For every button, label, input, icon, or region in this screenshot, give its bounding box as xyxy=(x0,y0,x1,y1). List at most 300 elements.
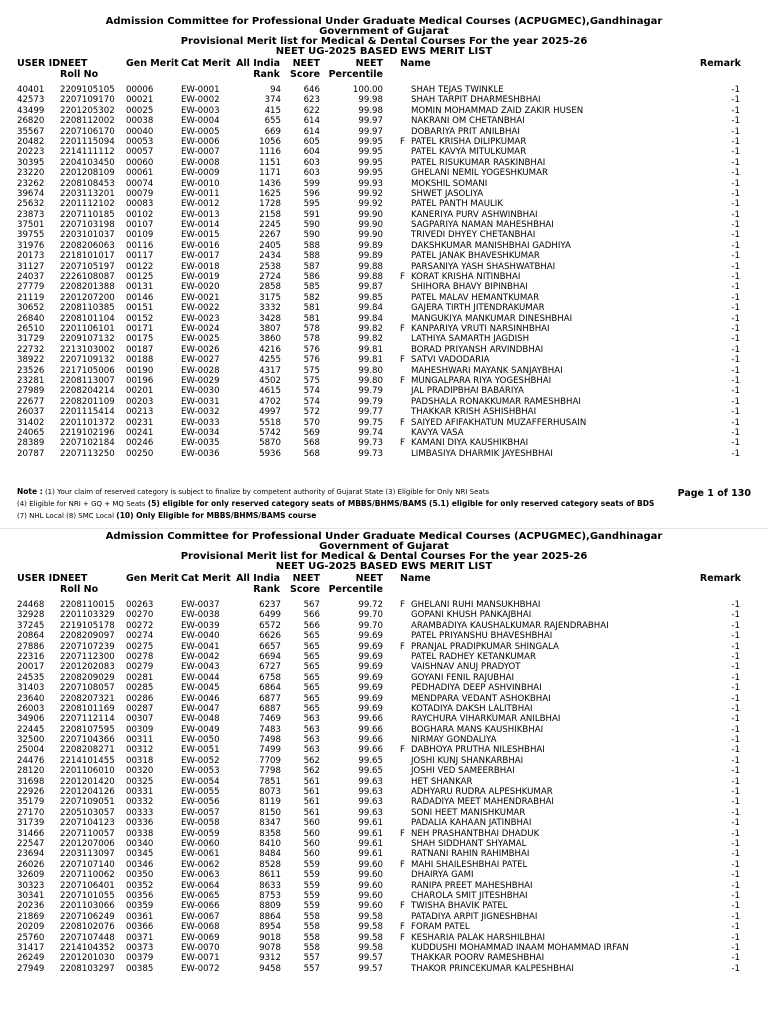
all-india-rank-cell: 1171 xyxy=(259,168,281,179)
table-row xyxy=(0,158,768,168)
neet-score-cell: 559 xyxy=(303,870,320,881)
all-india-rank-cell: 3428 xyxy=(259,313,281,324)
user-id-cell: 27170 xyxy=(17,807,45,818)
neet-score-cell: 576 xyxy=(303,355,320,366)
gen-merit-cell: 00311 xyxy=(126,735,154,746)
user-id-cell: 31417 xyxy=(17,942,45,953)
note-7: (7) NHL Local xyxy=(17,512,64,520)
table-row xyxy=(0,251,768,261)
remark-cell: -1 xyxy=(731,683,740,694)
col-remark: Remark xyxy=(699,58,741,69)
all-india-rank-cell: 4255 xyxy=(259,355,281,366)
gen-merit-cell: 00125 xyxy=(126,272,154,283)
cat-merit-cell: EW-0071 xyxy=(181,953,220,964)
gender-flag-cell: F xyxy=(400,745,405,756)
neet-percentile-cell: 99.97 xyxy=(358,126,383,137)
neet-score-cell: 605 xyxy=(303,136,320,147)
name-cell: NEH PRASHANTBHAI DHADUK xyxy=(411,828,540,839)
gen-merit-cell: 00275 xyxy=(126,641,154,652)
gender-flag-cell: F xyxy=(400,375,405,386)
gen-merit-cell: 00171 xyxy=(126,323,154,334)
user-id-cell: 20787 xyxy=(17,448,45,459)
name-cell: DAKSHKUMAR MANISHBHAI GADHIYA xyxy=(411,240,571,251)
user-id-cell: 35179 xyxy=(17,797,45,808)
table-row xyxy=(0,210,768,220)
neet-percentile-cell: 99.81 xyxy=(358,355,383,366)
gen-merit-cell: 00053 xyxy=(126,136,154,147)
table-row xyxy=(0,324,768,334)
header-committee: Admission Committee for Professional Under Graduate Medical Courses (ACPUGMEC),Gandhinagar xyxy=(105,16,663,27)
user-id-cell: 38922 xyxy=(17,355,45,366)
roll-no-cell: 2208103297 xyxy=(60,963,115,974)
gen-merit-cell: 00152 xyxy=(126,313,154,324)
table-row xyxy=(0,272,768,282)
user-id-cell: 23873 xyxy=(17,209,45,220)
user-id-cell: 26037 xyxy=(17,407,45,418)
remark-cell: -1 xyxy=(731,724,740,735)
cat-merit-cell: EW-0053 xyxy=(181,766,220,777)
table-row xyxy=(0,735,768,745)
remark-cell: -1 xyxy=(731,776,740,787)
neet-score-cell: 557 xyxy=(303,953,320,964)
cat-merit-cell: EW-0027 xyxy=(181,355,220,366)
col-user-id: USER ID xyxy=(17,58,61,69)
table-row xyxy=(0,95,768,105)
gen-merit-cell: 00196 xyxy=(126,375,154,386)
table-row xyxy=(0,808,768,818)
remark-cell: -1 xyxy=(731,620,740,631)
gen-merit-cell: 00336 xyxy=(126,818,154,829)
remark-cell: -1 xyxy=(731,303,740,314)
name-cell: FORAM PATEL xyxy=(411,922,470,933)
name-cell: JAL PRADIPBHAI BABARIYA xyxy=(411,386,524,397)
all-india-rank-cell: 2724 xyxy=(259,272,281,283)
table-row xyxy=(0,714,768,724)
gender-flag-cell: F xyxy=(400,355,405,366)
table-row xyxy=(0,964,768,974)
remark-cell: -1 xyxy=(731,600,740,610)
name-cell: MOKSHIL SOMANI xyxy=(411,178,488,189)
neet-percentile-cell: 99.61 xyxy=(358,818,383,829)
cat-merit-cell: EW-0011 xyxy=(181,188,220,199)
neet-score-cell: 599 xyxy=(303,178,320,189)
roll-no-cell: 2217105006 xyxy=(60,365,115,376)
name-cell: NAKRANI OM CHETANBHAI xyxy=(411,116,525,127)
col-name: Name xyxy=(400,58,431,69)
col-remark: Remark xyxy=(699,573,741,584)
roll-no-cell: 2207104366 xyxy=(60,735,115,746)
roll-no-cell: 2204103450 xyxy=(60,157,115,168)
neet-percentile-cell: 99.90 xyxy=(358,220,383,231)
all-india-rank-cell: 4502 xyxy=(259,375,281,386)
neet-score-cell: 561 xyxy=(303,787,320,798)
col-neet-score: NEET Score xyxy=(290,573,321,595)
neet-percentile-cell: 99.79 xyxy=(358,396,383,407)
neet-score-cell: 563 xyxy=(303,735,320,746)
user-id-cell: 28120 xyxy=(17,766,45,777)
cat-merit-cell: EW-0042 xyxy=(181,651,220,662)
neet-score-cell: 565 xyxy=(303,662,320,673)
roll-no-cell: 2207109132 xyxy=(60,355,115,366)
neet-score-cell: 558 xyxy=(303,911,320,922)
gen-merit-cell: 00246 xyxy=(126,438,154,449)
all-india-rank-cell: 6237 xyxy=(259,600,281,610)
roll-no-cell: 2208102076 xyxy=(60,922,115,933)
header-list-subtitle: NEET UG-2025 BASED EWS MERIT LIST xyxy=(275,46,493,57)
roll-no-cell: 2201112102 xyxy=(60,199,115,210)
remark-cell: -1 xyxy=(731,313,740,324)
gender-flag-cell: F xyxy=(400,323,405,334)
table-row xyxy=(0,631,768,641)
neet-score-cell: 622 xyxy=(303,105,320,116)
cat-merit-cell: EW-0069 xyxy=(181,932,220,943)
all-india-rank-cell: 8484 xyxy=(259,849,281,860)
all-india-rank-cell: 6727 xyxy=(259,662,281,673)
cat-merit-cell: EW-0026 xyxy=(181,344,220,355)
user-id-cell: 20173 xyxy=(17,251,45,262)
neet-percentile-cell: 99.95 xyxy=(358,168,383,179)
roll-no-cell: 2207101055 xyxy=(60,890,115,901)
all-india-rank-cell: 7851 xyxy=(259,776,281,787)
roll-no-cell: 2208110015 xyxy=(60,600,115,610)
neet-score-cell: 567 xyxy=(303,600,320,610)
neet-percentile-cell: 99.66 xyxy=(358,745,383,756)
gen-merit-cell: 00338 xyxy=(126,828,154,839)
name-cell: JOSHI KUNJ SHANKARBHAI xyxy=(411,755,524,766)
cat-merit-cell: EW-0032 xyxy=(181,407,220,418)
cat-merit-cell: EW-0016 xyxy=(181,240,220,251)
name-cell: SHIHORA BHAVY BIPINBHAI xyxy=(411,282,528,293)
name-cell: PATEL KRISHA DILIPKUMAR xyxy=(411,136,527,147)
user-id-cell: 27949 xyxy=(17,963,45,974)
name-cell: PADALIA KAHAAN JATINBHAI xyxy=(411,818,532,829)
cat-merit-cell: EW-0003 xyxy=(181,105,220,116)
neet-percentile-cell: 100.00 xyxy=(352,85,383,95)
table-row xyxy=(0,230,768,240)
neet-score-cell: 561 xyxy=(303,776,320,787)
cat-merit-cell: EW-0067 xyxy=(181,911,220,922)
neet-percentile-cell: 99.89 xyxy=(358,240,383,251)
all-india-rank-cell: 9078 xyxy=(259,942,281,953)
all-india-rank-cell: 94 xyxy=(270,85,281,95)
neet-percentile-cell: 99.63 xyxy=(358,807,383,818)
user-id-cell: 30323 xyxy=(17,880,45,891)
remark-cell: -1 xyxy=(731,251,740,262)
gen-merit-cell: 00025 xyxy=(126,105,154,116)
roll-no-cell: 2208107595 xyxy=(60,724,115,735)
user-id-cell: 30395 xyxy=(17,157,45,168)
name-cell: PATEL PANTH MAULIK xyxy=(411,199,503,210)
neet-percentile-cell: 99.88 xyxy=(358,272,383,283)
header-list-title: Provisional Merit list for Medical & Dental Courses For the year 2025-26 xyxy=(180,36,588,47)
user-id-cell: 21869 xyxy=(17,911,45,922)
neet-percentile-cell: 99.60 xyxy=(358,880,383,891)
name-cell: HET SHANKAR xyxy=(411,776,473,787)
gen-merit-cell: 00151 xyxy=(126,303,154,314)
gen-merit-cell: 00079 xyxy=(126,188,154,199)
all-india-rank-cell: 7483 xyxy=(259,724,281,735)
remark-cell: -1 xyxy=(731,417,740,428)
neet-score-cell: 560 xyxy=(303,818,320,829)
all-india-rank-cell: 655 xyxy=(264,116,281,127)
gen-merit-cell: 00213 xyxy=(126,407,154,418)
table-row xyxy=(0,694,768,704)
all-india-rank-cell: 9312 xyxy=(259,953,281,964)
remark-cell: -1 xyxy=(731,365,740,376)
cat-merit-cell: EW-0045 xyxy=(181,683,220,694)
user-id-cell: 31729 xyxy=(17,334,45,345)
cat-merit-cell: EW-0064 xyxy=(181,880,220,891)
neet-percentile-cell: 99.97 xyxy=(358,116,383,127)
gen-merit-cell: 00366 xyxy=(126,922,154,933)
all-india-rank-cell: 6758 xyxy=(259,672,281,683)
user-id-cell: 26026 xyxy=(17,859,45,870)
gen-merit-cell: 00146 xyxy=(126,292,154,303)
remark-cell: -1 xyxy=(731,693,740,704)
user-id-cell: 23694 xyxy=(17,849,45,860)
gen-merit-cell: 00060 xyxy=(126,157,154,168)
user-id-cell: 23281 xyxy=(17,375,45,386)
roll-no-cell: 2207112114 xyxy=(60,714,115,725)
roll-no-cell: 2207106401 xyxy=(60,880,115,891)
user-id-cell: 20482 xyxy=(17,136,45,147)
neet-percentile-cell: 99.74 xyxy=(358,427,383,438)
name-cell: BORAD PRIYANSH ARVINDBHAI xyxy=(411,344,544,355)
user-id-cell: 26840 xyxy=(17,313,45,324)
cat-merit-cell: EW-0034 xyxy=(181,427,220,438)
name-cell: MANGUKIYA MANKUMAR DINESHBHAI xyxy=(411,313,573,324)
user-id-cell: 22547 xyxy=(17,838,45,849)
all-india-rank-cell: 9018 xyxy=(259,932,281,943)
user-id-cell: 24476 xyxy=(17,755,45,766)
cat-merit-cell: EW-0061 xyxy=(181,849,220,860)
all-india-rank-cell: 3332 xyxy=(259,303,281,314)
roll-no-cell: 2208101169 xyxy=(60,703,115,714)
neet-percentile-cell: 99.82 xyxy=(358,323,383,334)
user-id-cell: 31402 xyxy=(17,417,45,428)
user-id-cell: 40401 xyxy=(17,85,45,95)
all-india-rank-cell: 8633 xyxy=(259,880,281,891)
merit-table-page-2 xyxy=(0,600,768,974)
neet-score-cell: 575 xyxy=(303,375,320,386)
all-india-rank-cell: 2434 xyxy=(259,251,281,262)
remark-cell: -1 xyxy=(731,116,740,127)
cat-merit-cell: EW-0062 xyxy=(181,859,220,870)
table-row xyxy=(0,376,768,386)
roll-no-cell: 2208108453 xyxy=(60,178,115,189)
remark-cell: -1 xyxy=(731,136,740,147)
roll-no-cell: 2207103198 xyxy=(60,220,115,231)
table-row xyxy=(0,407,768,417)
all-india-rank-cell: 7709 xyxy=(259,755,281,766)
name-cell: THAKOR PRINCEKUMAR KALPESHBHAI xyxy=(411,963,574,974)
table-row xyxy=(0,303,768,313)
gen-merit-cell: 00040 xyxy=(126,126,154,137)
neet-score-cell: 596 xyxy=(303,188,320,199)
all-india-rank-cell: 415 xyxy=(264,105,281,116)
all-india-rank-cell: 8809 xyxy=(259,901,281,912)
neet-percentile-cell: 99.85 xyxy=(358,292,383,303)
table-row xyxy=(0,797,768,807)
neet-score-cell: 565 xyxy=(303,693,320,704)
all-india-rank-cell: 2858 xyxy=(259,282,281,293)
gender-flag-cell: F xyxy=(400,859,405,870)
gen-merit-cell: 00102 xyxy=(126,209,154,220)
neet-percentile-cell: 99.58 xyxy=(358,942,383,953)
roll-no-cell: 2207106170 xyxy=(60,126,115,137)
roll-no-cell: 2208207321 xyxy=(60,693,115,704)
neet-score-cell: 568 xyxy=(303,448,320,459)
user-id-cell: 31403 xyxy=(17,683,45,694)
table-row xyxy=(0,386,768,396)
table-row xyxy=(0,179,768,189)
remark-cell: -1 xyxy=(731,355,740,366)
roll-no-cell: 2208204214 xyxy=(60,386,115,397)
name-cell: TRIVEDI DHYEY CHETANBHAI xyxy=(411,230,536,241)
gen-merit-cell: 00359 xyxy=(126,901,154,912)
table-row xyxy=(0,756,768,766)
roll-no-cell: 2208201388 xyxy=(60,282,115,293)
remark-cell: -1 xyxy=(731,386,740,397)
gen-merit-cell: 00340 xyxy=(126,838,154,849)
gender-flag-cell: F xyxy=(400,438,405,449)
cat-merit-cell: EW-0043 xyxy=(181,662,220,673)
all-india-rank-cell: 8954 xyxy=(259,922,281,933)
cat-merit-cell: EW-0015 xyxy=(181,230,220,241)
column-headers xyxy=(0,573,768,600)
gen-merit-cell: 00131 xyxy=(126,282,154,293)
gen-merit-cell: 00231 xyxy=(126,417,154,428)
all-india-rank-cell: 8753 xyxy=(259,890,281,901)
table-row xyxy=(0,220,768,230)
table-row xyxy=(0,933,768,943)
neet-score-cell: 565 xyxy=(303,683,320,694)
neet-score-cell: 603 xyxy=(303,157,320,168)
all-india-rank-cell: 1116 xyxy=(259,147,281,158)
roll-no-cell: 2207105197 xyxy=(60,261,115,272)
remark-cell: -1 xyxy=(731,199,740,210)
merit-table-page-1 xyxy=(0,85,768,459)
all-india-rank-cell: 2405 xyxy=(259,240,281,251)
name-cell: PARSANIYA YASH SHASHWATBHAI xyxy=(411,261,556,272)
name-cell: SAIYED AFIFAKHATUN MUZAFFERHUSAIN xyxy=(411,417,587,428)
cat-merit-cell: EW-0008 xyxy=(181,157,220,168)
name-cell: KANPARIYA VRUTI NARSINHBHAI xyxy=(411,323,550,334)
cat-merit-cell: EW-0040 xyxy=(181,631,220,642)
cat-merit-cell: EW-0035 xyxy=(181,438,220,449)
user-id-cell: 27779 xyxy=(17,282,45,293)
gen-merit-cell: 00122 xyxy=(126,261,154,272)
table-row xyxy=(0,642,768,652)
cat-merit-cell: EW-0025 xyxy=(181,334,220,345)
page-header xyxy=(0,0,768,57)
cat-merit-cell: EW-0054 xyxy=(181,776,220,787)
name-cell: RATNANI RAHIN RAHIMBHAI xyxy=(411,849,530,860)
table-row xyxy=(0,662,768,672)
all-india-rank-cell: 5870 xyxy=(259,438,281,449)
cat-merit-cell: EW-0068 xyxy=(181,922,220,933)
neet-percentile-cell: 99.69 xyxy=(358,683,383,694)
header-list-title: Provisional Merit list for Medical & Dental Courses For the year 2025-26 xyxy=(180,551,588,562)
gen-merit-cell: 00325 xyxy=(126,776,154,787)
gen-merit-cell: 00175 xyxy=(126,334,154,345)
roll-no-cell: 2207104123 xyxy=(60,818,115,829)
all-india-rank-cell: 9458 xyxy=(259,963,281,974)
remark-cell: -1 xyxy=(731,427,740,438)
neet-percentile-cell: 99.58 xyxy=(358,932,383,943)
remark-cell: -1 xyxy=(731,901,740,912)
roll-no-cell: 2207109170 xyxy=(60,95,115,106)
name-cell: THAKKAR POORV RAMESHBHAI xyxy=(411,953,545,964)
neet-score-cell: 569 xyxy=(303,427,320,438)
cat-merit-cell: EW-0066 xyxy=(181,901,220,912)
neet-percentile-cell: 99.95 xyxy=(358,157,383,168)
table-row xyxy=(0,725,768,735)
roll-no-cell: 2201204126 xyxy=(60,787,115,798)
all-india-rank-cell: 8528 xyxy=(259,859,281,870)
cat-merit-cell: EW-0006 xyxy=(181,136,220,147)
cat-merit-cell: EW-0060 xyxy=(181,838,220,849)
name-cell: PATEL MALAV HEMANTKUMAR xyxy=(411,292,540,303)
cat-merit-cell: EW-0050 xyxy=(181,735,220,746)
neet-percentile-cell: 99.92 xyxy=(358,188,383,199)
neet-score-cell: 582 xyxy=(303,292,320,303)
neet-percentile-cell: 99.60 xyxy=(358,901,383,912)
user-id-cell: 21119 xyxy=(17,292,45,303)
remark-cell: -1 xyxy=(731,890,740,901)
remark-cell: -1 xyxy=(731,631,740,642)
name-cell: KOTADIYA DAKSH LALITBHAI xyxy=(411,703,533,714)
table-row xyxy=(0,106,768,116)
name-cell: PRANJAL PRADIPKUMAR SHINGALA xyxy=(411,641,559,652)
roll-no-cell: 2201207200 xyxy=(60,292,115,303)
cat-merit-cell: EW-0065 xyxy=(181,890,220,901)
remark-cell: -1 xyxy=(731,261,740,272)
gen-merit-cell: 00278 xyxy=(126,651,154,662)
neet-percentile-cell: 99.69 xyxy=(358,651,383,662)
neet-score-cell: 563 xyxy=(303,745,320,756)
table-row xyxy=(0,345,768,355)
remark-cell: -1 xyxy=(731,85,740,95)
remark-cell: -1 xyxy=(731,641,740,652)
remark-cell: -1 xyxy=(731,230,740,241)
table-row xyxy=(0,116,768,126)
user-id-cell: 27989 xyxy=(17,386,45,397)
remark-cell: -1 xyxy=(731,880,740,891)
remark-cell: -1 xyxy=(731,157,740,168)
user-id-cell: 24037 xyxy=(17,272,45,283)
all-india-rank-cell: 3175 xyxy=(259,292,281,303)
neet-score-cell: 586 xyxy=(303,272,320,283)
all-india-rank-cell: 7798 xyxy=(259,766,281,777)
cat-merit-cell: EW-0028 xyxy=(181,365,220,376)
cat-merit-cell: EW-0009 xyxy=(181,168,220,179)
neet-percentile-cell: 99.89 xyxy=(358,251,383,262)
neet-score-cell: 574 xyxy=(303,396,320,407)
all-india-rank-cell: 4702 xyxy=(259,396,281,407)
neet-percentile-cell: 99.73 xyxy=(358,438,383,449)
col-cat-merit: Cat Merit xyxy=(181,58,231,69)
user-id-cell: 20017 xyxy=(17,662,45,673)
remark-cell: -1 xyxy=(731,838,740,849)
all-india-rank-cell: 2245 xyxy=(259,220,281,231)
neet-score-cell: 578 xyxy=(303,334,320,345)
table-row xyxy=(0,449,768,459)
name-cell: ARAMBADIYA KAUSHALKUMAR RAJENDRABHAI xyxy=(411,620,609,631)
table-row xyxy=(0,745,768,755)
neet-percentile-cell: 99.60 xyxy=(358,870,383,881)
user-id-cell: 24468 xyxy=(17,600,45,610)
